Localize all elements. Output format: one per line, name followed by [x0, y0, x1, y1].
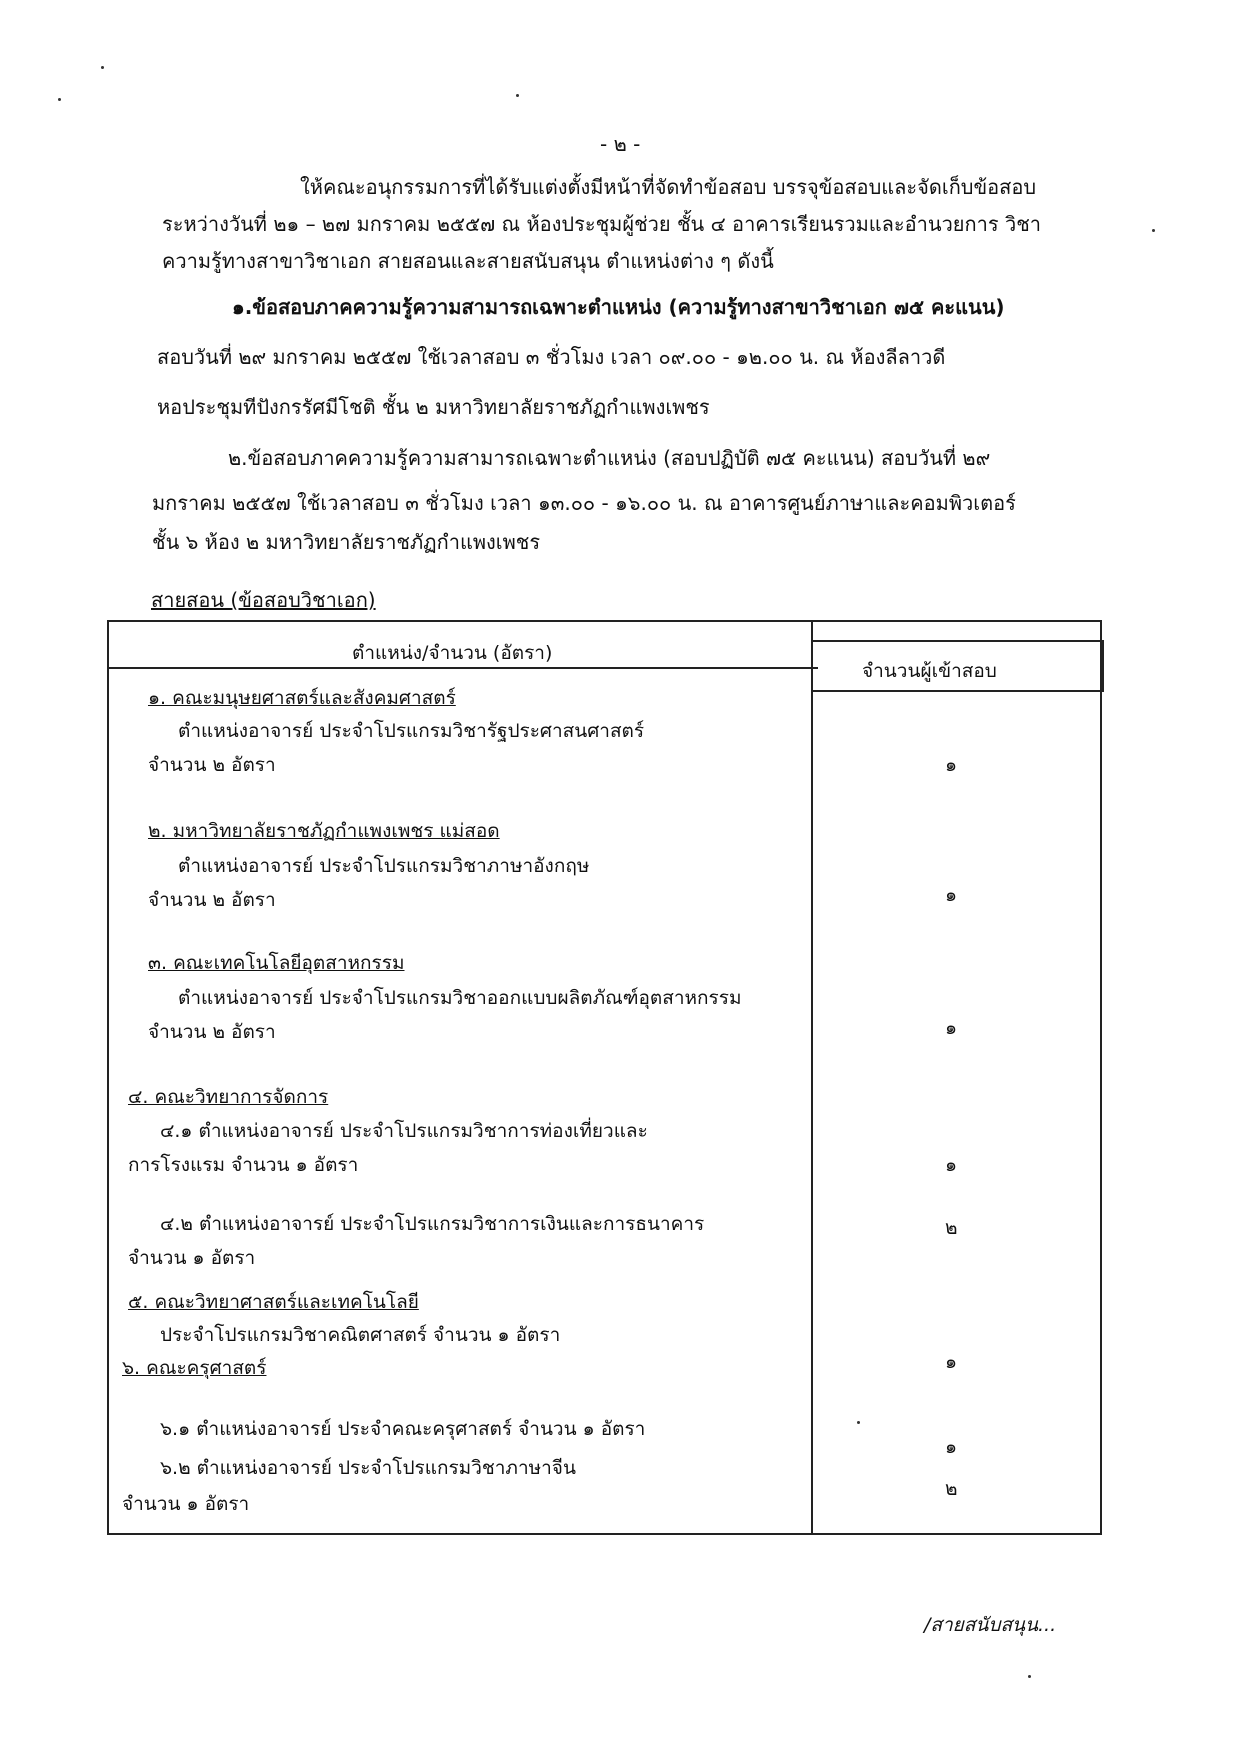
- table-row-text: ๖.๑ ตำแหน่งอาจารย์ ประจำคณะครุศาสตร์ จำนวน ๑ อัตรา: [160, 1418, 646, 1440]
- exam1-line-2: สอบวันที่ ๒๙ มกราคม ๒๕๕๗ ใช้เวลาสอบ ๓ ชั่วโมง เวลา ๐๙.๐๐ - ๑๒.๐๐ น. ณ ห้องลีลาวดี: [157, 345, 946, 369]
- page-number: - ๒ -: [600, 132, 641, 156]
- table-row-text: จำนวน ๑ อัตรา: [128, 1247, 256, 1269]
- section-title: สายสอน (ข้อสอบวิชาเอก): [151, 588, 376, 612]
- table-row-text: ประจำโปรแกรมวิชาคณิตศาสตร์ จำนวน ๑ อัตรา: [160, 1324, 561, 1346]
- table-header-count: จำนวนผู้เข้าสอบ: [862, 660, 997, 682]
- table-row-count: ๑: [945, 1017, 958, 1039]
- exam2-line-2: มกราคม ๒๕๕๗ ใช้เวลาสอบ ๓ ชั่วโมง เวลา ๑๓.๐๐ - ๑๖.๐๐ น. ณ อาคารศูนย์ภาษาและคอมพิวเตอร์: [152, 491, 1016, 515]
- table-row-count: ๑: [945, 1436, 958, 1458]
- table-row-text: ตำแหน่งอาจารย์ ประจำโปรแกรมวิชาออกแบบผลิตภัณฑ์อุตสาหกรรม: [178, 987, 742, 1009]
- table-row-count: ๑: [945, 1154, 958, 1176]
- table-row-count: ๑: [945, 884, 958, 906]
- table-header-position: ตำแหน่ง/จำนวน (อัตรา): [352, 642, 553, 664]
- table-row-count: ๒: [945, 1217, 958, 1239]
- table-row-text: จำนวน ๒ อัตรา: [148, 754, 276, 776]
- table-section-heading: ๔. คณะวิทยาการจัดการ: [128, 1086, 329, 1108]
- table-row-text: ตำแหน่งอาจารย์ ประจำโปรแกรมวิชารัฐประศาสนศาสตร์: [178, 720, 645, 742]
- exam2-line-1: ๒.ข้อสอบภาคความรู้ความสามารถเฉพาะตำแหน่ง (สอบปฏิบัติ ๗๕ คะแนน) สอบวันที่ ๒๙: [228, 446, 991, 470]
- scan-speck: [516, 94, 519, 97]
- intro-line-3: ความรู้ทางสาขาวิชาเอก สายสอนและสายสนับสนุน ตำแหน่งต่าง ๆ ดังนี้: [162, 249, 774, 273]
- continuation-note: /สายสนับสนุน...: [924, 1614, 1057, 1636]
- table-section-heading: ๖. คณะครุศาสตร์: [122, 1357, 267, 1379]
- exam1-line-3: หอประชุมทีปังกรรัศมีโชติ ชั้น ๒ มหาวิทยาลัยราชภัฏกำแพงเพชร: [157, 395, 710, 419]
- table-section-heading: ๑. คณะมนุษยศาสตร์และสังคมศาสตร์: [148, 687, 456, 709]
- table-row-text: ตำแหน่งอาจารย์ ประจำโปรแกรมวิชาภาษาอังกฤษ: [178, 855, 590, 877]
- intro-line-1: ให้คณะอนุกรรมการที่ได้รับแต่งตั้งมีหน้าที่จัดทำข้อสอบ บรรจุข้อสอบและจัดเก็บข้อสอบ: [300, 175, 1037, 199]
- table-row-text: การโรงแรม จำนวน ๑ อัตรา: [128, 1154, 359, 1176]
- intro-line-2: ระหว่างวันที่ ๒๑ – ๒๗ มกราคม ๒๕๕๗ ณ ห้องประชุมผู้ช่วย ชั้น ๔ อาคารเรียนรวมและอำนวยการ วิชา: [162, 212, 1042, 236]
- table-row-text: จำนวน ๒ อัตรา: [148, 889, 276, 911]
- table-row-count: ๑: [945, 754, 958, 776]
- scan-speck: [58, 98, 61, 101]
- exam2-line-3: ชั้น ๖ ห้อง ๒ มหาวิทยาลัยราชภัฏกำแพงเพชร: [152, 530, 541, 554]
- scan-speck: [1028, 1675, 1031, 1678]
- table-section-heading: ๒. มหาวิทยาลัยราชภัฏกำแพงเพชร แม่สอด: [148, 820, 500, 842]
- table-row-text: ๔.๒ ตำแหน่งอาจารย์ ประจำโปรแกรมวิชาการเงินและการธนาคาร: [160, 1213, 705, 1235]
- scan-speck: [101, 66, 104, 69]
- table-column-divider: [811, 620, 813, 1535]
- scan-speck: [1152, 229, 1155, 232]
- exam1-line-1: ๑.ข้อสอบภาคความรู้ความสามารถเฉพาะตำแหน่ง (ความรู้ทางสาขาวิชาเอก ๗๕ คะแนน): [232, 295, 1005, 319]
- table-row-text: ๖.๒ ตำแหน่งอาจารย์ ประจำโปรแกรมวิชาภาษาจีน: [160, 1457, 576, 1479]
- table-row-text: ๔.๑ ตำแหน่งอาจารย์ ประจำโปรแกรมวิชาการท่องเที่ยวและ: [160, 1120, 648, 1142]
- table-row-count: ๑: [945, 1351, 958, 1373]
- table-row-count: ๒: [945, 1478, 958, 1500]
- table-row-text: จำนวน ๑ อัตรา: [122, 1493, 250, 1515]
- table-section-heading: ๕. คณะวิทยาศาสตร์และเทคโนโลยี: [128, 1291, 419, 1313]
- table-row-text: จำนวน ๒ อัตรา: [148, 1021, 276, 1043]
- table-section-heading: ๓. คณะเทคโนโลยีอุตสาหกรรม: [148, 952, 405, 974]
